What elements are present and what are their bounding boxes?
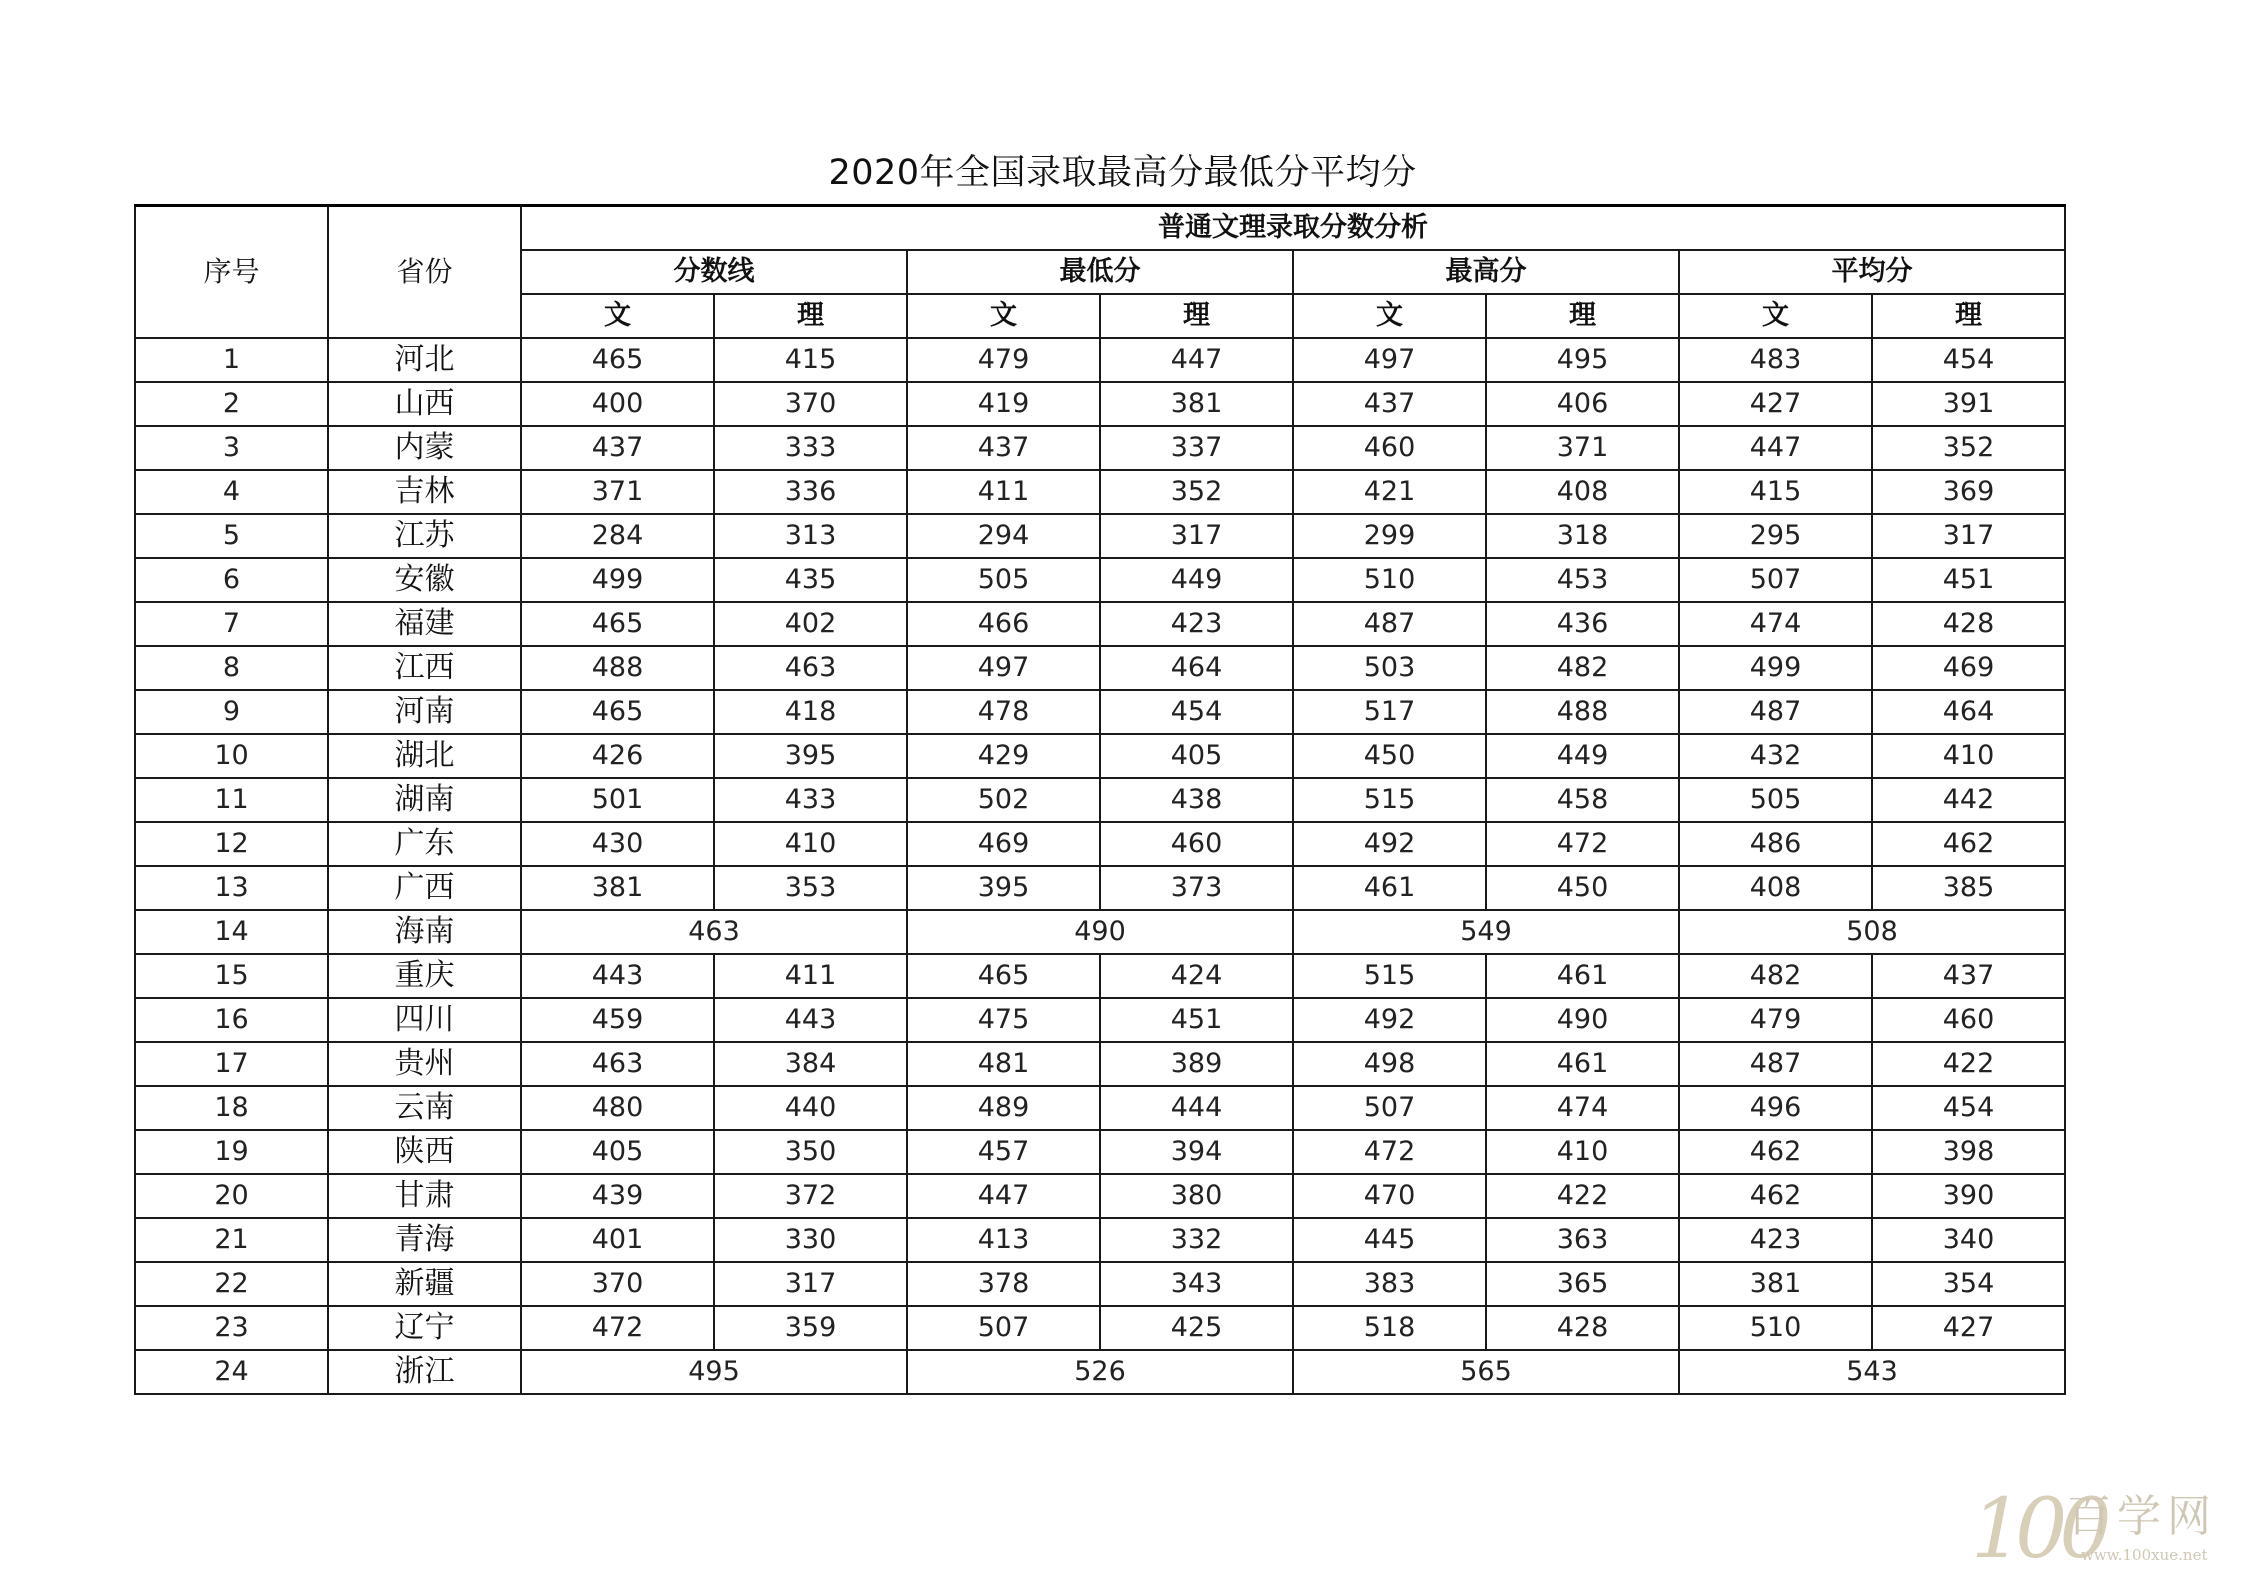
province-cell: 河北	[328, 338, 521, 382]
score-cell: 317	[1872, 514, 2065, 558]
table-row	[135, 426, 2065, 470]
score-cell: 474	[1486, 1086, 1679, 1130]
score-cell: 383	[1293, 1262, 1486, 1306]
province-cell: 青海	[328, 1218, 521, 1262]
header-province: 省份	[328, 206, 521, 339]
province-cell: 海南	[328, 910, 521, 954]
row-index-cell: 5	[135, 514, 328, 558]
table-row	[135, 470, 2065, 514]
score-cell: 411	[714, 954, 907, 998]
score-cell: 426	[521, 734, 714, 778]
header-subject-arts: 文	[521, 294, 714, 338]
score-cell: 475	[907, 998, 1100, 1042]
score-cell: 437	[1872, 954, 2065, 998]
score-cell: 464	[1872, 690, 2065, 734]
score-cell: 415	[1679, 470, 1872, 514]
province-cell: 广东	[328, 822, 521, 866]
score-cell: 497	[907, 646, 1100, 690]
merged-score-cell: 495	[521, 1350, 907, 1394]
score-cell: 337	[1100, 426, 1293, 470]
score-cell: 318	[1486, 514, 1679, 558]
header-subject-arts: 文	[1679, 294, 1872, 338]
table-row	[135, 514, 2065, 558]
score-cell: 454	[1872, 338, 2065, 382]
score-cell: 488	[1486, 690, 1679, 734]
table-row	[135, 734, 2065, 778]
score-cell: 411	[907, 470, 1100, 514]
province-cell: 贵州	[328, 1042, 521, 1086]
score-cell: 479	[907, 338, 1100, 382]
row-index-cell: 23	[135, 1306, 328, 1350]
header-group-avg: 平均分	[1679, 250, 2065, 294]
row-index-cell: 24	[135, 1350, 328, 1394]
score-cell: 447	[1100, 338, 1293, 382]
table-row	[135, 910, 2065, 954]
score-cell: 449	[1486, 734, 1679, 778]
score-cell: 381	[1100, 382, 1293, 426]
score-cell: 313	[714, 514, 907, 558]
score-cell: 497	[1293, 338, 1486, 382]
score-cell: 458	[1486, 778, 1679, 822]
score-cell: 370	[714, 382, 907, 426]
score-cell: 371	[521, 470, 714, 514]
header-subject-science: 理	[1486, 294, 1679, 338]
table-row	[135, 1350, 2065, 1394]
score-table	[134, 204, 2066, 1395]
score-cell: 428	[1486, 1306, 1679, 1350]
score-cell: 440	[714, 1086, 907, 1130]
score-cell: 391	[1872, 382, 2065, 426]
score-cell: 454	[1872, 1086, 2065, 1130]
score-cell: 438	[1100, 778, 1293, 822]
province-cell: 广西	[328, 866, 521, 910]
row-index-cell: 17	[135, 1042, 328, 1086]
score-cell: 487	[1293, 602, 1486, 646]
table-row	[135, 690, 2065, 734]
table-row	[135, 866, 2065, 910]
table-row	[135, 1130, 2065, 1174]
score-cell: 423	[1100, 602, 1293, 646]
score-cell: 359	[714, 1306, 907, 1350]
row-index-cell: 14	[135, 910, 328, 954]
merged-score-cell: 490	[907, 910, 1293, 954]
score-cell: 463	[521, 1042, 714, 1086]
table-row	[135, 1174, 2065, 1218]
score-cell: 437	[521, 426, 714, 470]
row-index-cell: 7	[135, 602, 328, 646]
score-cell: 299	[1293, 514, 1486, 558]
row-index-cell: 9	[135, 690, 328, 734]
header-subject-arts: 文	[907, 294, 1100, 338]
row-index-cell: 3	[135, 426, 328, 470]
score-cell: 427	[1679, 382, 1872, 426]
score-cell: 437	[907, 426, 1100, 470]
score-cell: 336	[714, 470, 907, 514]
row-index-cell: 20	[135, 1174, 328, 1218]
score-cell: 423	[1679, 1218, 1872, 1262]
score-cell: 472	[1293, 1130, 1486, 1174]
score-cell: 343	[1100, 1262, 1293, 1306]
score-cell: 433	[714, 778, 907, 822]
score-cell: 447	[907, 1174, 1100, 1218]
province-cell: 浙江	[328, 1350, 521, 1394]
score-cell: 517	[1293, 690, 1486, 734]
score-cell: 294	[907, 514, 1100, 558]
score-cell: 502	[907, 778, 1100, 822]
row-index-cell: 11	[135, 778, 328, 822]
table-row	[135, 1218, 2065, 1262]
province-cell: 甘肃	[328, 1174, 521, 1218]
score-cell: 284	[521, 514, 714, 558]
merged-score-cell: 565	[1293, 1350, 1679, 1394]
score-cell: 439	[521, 1174, 714, 1218]
table-row	[135, 954, 2065, 998]
score-cell: 354	[1872, 1262, 2065, 1306]
score-cell: 365	[1486, 1262, 1679, 1306]
score-cell: 463	[714, 646, 907, 690]
score-cell: 469	[1872, 646, 2065, 690]
province-cell: 湖北	[328, 734, 521, 778]
score-cell: 474	[1679, 602, 1872, 646]
score-cell: 421	[1293, 470, 1486, 514]
score-cell: 410	[1486, 1130, 1679, 1174]
row-index-cell: 1	[135, 338, 328, 382]
score-cell: 395	[714, 734, 907, 778]
score-cell: 410	[714, 822, 907, 866]
score-cell: 480	[521, 1086, 714, 1130]
table-body	[135, 338, 2065, 1394]
score-cell: 460	[1872, 998, 2065, 1042]
province-cell: 安徽	[328, 558, 521, 602]
score-cell: 424	[1100, 954, 1293, 998]
score-cell: 499	[1679, 646, 1872, 690]
merged-score-cell: 543	[1679, 1350, 2065, 1394]
score-cell: 317	[1100, 514, 1293, 558]
score-cell: 370	[521, 1262, 714, 1306]
score-cell: 405	[521, 1130, 714, 1174]
score-cell: 496	[1679, 1086, 1872, 1130]
score-cell: 430	[521, 822, 714, 866]
score-cell: 350	[714, 1130, 907, 1174]
watermark-url: www.100xue.net	[2081, 1546, 2208, 1564]
table-row	[135, 558, 2065, 602]
score-cell: 445	[1293, 1218, 1486, 1262]
score-cell: 447	[1679, 426, 1872, 470]
table-row	[135, 1262, 2065, 1306]
score-cell: 495	[1486, 338, 1679, 382]
score-cell: 398	[1872, 1130, 2065, 1174]
score-cell: 515	[1293, 954, 1486, 998]
province-cell: 陕西	[328, 1130, 521, 1174]
score-cell: 422	[1486, 1174, 1679, 1218]
score-cell: 453	[1486, 558, 1679, 602]
score-cell: 425	[1100, 1306, 1293, 1350]
row-index-cell: 10	[135, 734, 328, 778]
header-subject-science: 理	[714, 294, 907, 338]
score-cell: 498	[1293, 1042, 1486, 1086]
score-cell: 415	[714, 338, 907, 382]
score-cell: 457	[907, 1130, 1100, 1174]
score-cell: 422	[1872, 1042, 2065, 1086]
score-cell: 462	[1872, 822, 2065, 866]
score-cell: 461	[1486, 1042, 1679, 1086]
score-cell: 507	[907, 1306, 1100, 1350]
score-cell: 461	[1486, 954, 1679, 998]
score-cell: 465	[521, 690, 714, 734]
score-cell: 488	[521, 646, 714, 690]
province-cell: 河南	[328, 690, 521, 734]
score-cell: 443	[714, 998, 907, 1042]
header-subject-science: 理	[1872, 294, 2065, 338]
score-cell: 408	[1486, 470, 1679, 514]
row-index-cell: 4	[135, 470, 328, 514]
score-cell: 489	[907, 1086, 1100, 1130]
header-subject-arts: 文	[1293, 294, 1486, 338]
score-cell: 460	[1293, 426, 1486, 470]
score-cell: 381	[1679, 1262, 1872, 1306]
province-cell: 江西	[328, 646, 521, 690]
score-cell: 410	[1872, 734, 2065, 778]
row-index-cell: 12	[135, 822, 328, 866]
province-cell: 内蒙	[328, 426, 521, 470]
merged-score-cell: 549	[1293, 910, 1679, 954]
score-cell: 479	[1679, 998, 1872, 1042]
header-group-cutoff: 分数线	[521, 250, 907, 294]
score-cell: 352	[1100, 470, 1293, 514]
table-row	[135, 778, 2065, 822]
score-cell: 449	[1100, 558, 1293, 602]
table-row	[135, 602, 2065, 646]
row-index-cell: 8	[135, 646, 328, 690]
score-cell: 510	[1293, 558, 1486, 602]
score-cell: 444	[1100, 1086, 1293, 1130]
score-cell: 492	[1293, 998, 1486, 1042]
header-analysis: 普通文理录取分数分析	[521, 206, 2065, 251]
score-cell: 490	[1486, 998, 1679, 1042]
score-cell: 465	[907, 954, 1100, 998]
merged-score-cell: 463	[521, 910, 907, 954]
score-cell: 295	[1679, 514, 1872, 558]
row-index-cell: 22	[135, 1262, 328, 1306]
score-cell: 478	[907, 690, 1100, 734]
score-cell: 507	[1293, 1086, 1486, 1130]
merged-score-cell: 526	[907, 1350, 1293, 1394]
score-cell: 428	[1872, 602, 2065, 646]
watermark-name: 百学网	[2067, 1491, 2217, 1542]
score-cell: 429	[907, 734, 1100, 778]
score-cell: 469	[907, 822, 1100, 866]
header-index: 序号	[135, 206, 328, 339]
score-cell: 389	[1100, 1042, 1293, 1086]
score-cell: 466	[907, 602, 1100, 646]
score-cell: 372	[714, 1174, 907, 1218]
score-cell: 427	[1872, 1306, 2065, 1350]
score-cell: 486	[1679, 822, 1872, 866]
score-cell: 451	[1100, 998, 1293, 1042]
score-cell: 413	[907, 1218, 1100, 1262]
score-cell: 436	[1486, 602, 1679, 646]
score-cell: 461	[1293, 866, 1486, 910]
row-index-cell: 2	[135, 382, 328, 426]
score-cell: 401	[521, 1218, 714, 1262]
row-index-cell: 13	[135, 866, 328, 910]
score-cell: 483	[1679, 338, 1872, 382]
score-cell: 384	[714, 1042, 907, 1086]
province-cell: 福建	[328, 602, 521, 646]
score-cell: 482	[1679, 954, 1872, 998]
score-cell: 340	[1872, 1218, 2065, 1262]
score-cell: 492	[1293, 822, 1486, 866]
score-cell: 487	[1679, 1042, 1872, 1086]
table-row	[135, 1306, 2065, 1350]
province-cell: 云南	[328, 1086, 521, 1130]
score-cell: 460	[1100, 822, 1293, 866]
score-cell: 465	[521, 602, 714, 646]
score-cell: 450	[1293, 734, 1486, 778]
score-cell: 451	[1872, 558, 2065, 602]
score-cell: 317	[714, 1262, 907, 1306]
score-cell: 408	[1679, 866, 1872, 910]
province-cell: 新疆	[328, 1262, 521, 1306]
row-index-cell: 6	[135, 558, 328, 602]
score-cell: 400	[521, 382, 714, 426]
score-cell: 369	[1872, 470, 2065, 514]
table-row	[135, 822, 2065, 866]
merged-score-cell: 508	[1679, 910, 2065, 954]
score-cell: 518	[1293, 1306, 1486, 1350]
header-subject-science: 理	[1100, 294, 1293, 338]
province-cell: 重庆	[328, 954, 521, 998]
province-cell: 辽宁	[328, 1306, 521, 1350]
score-cell: 499	[521, 558, 714, 602]
score-cell: 472	[1486, 822, 1679, 866]
score-cell: 462	[1679, 1174, 1872, 1218]
score-cell: 465	[521, 338, 714, 382]
score-cell: 371	[1486, 426, 1679, 470]
score-cell: 501	[521, 778, 714, 822]
score-cell: 419	[907, 382, 1100, 426]
score-cell: 459	[521, 998, 714, 1042]
score-cell: 332	[1100, 1218, 1293, 1262]
score-cell: 373	[1100, 866, 1293, 910]
score-cell: 405	[1100, 734, 1293, 778]
score-cell: 505	[907, 558, 1100, 602]
score-cell: 363	[1486, 1218, 1679, 1262]
score-cell: 470	[1293, 1174, 1486, 1218]
score-cell: 487	[1679, 690, 1872, 734]
score-cell: 352	[1872, 426, 2065, 470]
province-cell: 江苏	[328, 514, 521, 558]
score-cell: 462	[1679, 1130, 1872, 1174]
score-cell: 353	[714, 866, 907, 910]
score-cell: 390	[1872, 1174, 2065, 1218]
score-cell: 510	[1679, 1306, 1872, 1350]
score-cell: 464	[1100, 646, 1293, 690]
score-cell: 394	[1100, 1130, 1293, 1174]
score-cell: 472	[521, 1306, 714, 1350]
page-title: 2020年全国录取最高分最低分平均分	[828, 153, 1417, 193]
header-group-max: 最高分	[1293, 250, 1679, 294]
score-cell: 378	[907, 1262, 1100, 1306]
header-group-min: 最低分	[907, 250, 1293, 294]
score-cell: 482	[1486, 646, 1679, 690]
score-cell: 381	[521, 866, 714, 910]
row-index-cell: 18	[135, 1086, 328, 1130]
table-row	[135, 1086, 2065, 1130]
score-cell: 402	[714, 602, 907, 646]
table-row	[135, 382, 2065, 426]
watermark-digits: 100	[1971, 1482, 2104, 1577]
score-cell: 442	[1872, 778, 2065, 822]
score-cell: 385	[1872, 866, 2065, 910]
score-cell: 432	[1679, 734, 1872, 778]
score-cell: 333	[714, 426, 907, 470]
row-index-cell: 21	[135, 1218, 328, 1262]
score-cell: 406	[1486, 382, 1679, 426]
watermark-logo	[1971, 1482, 2231, 1577]
row-index-cell: 15	[135, 954, 328, 998]
score-cell: 450	[1486, 866, 1679, 910]
province-cell: 四川	[328, 998, 521, 1042]
score-cell: 454	[1100, 690, 1293, 734]
table-row	[135, 338, 2065, 382]
province-cell: 湖南	[328, 778, 521, 822]
score-cell: 437	[1293, 382, 1486, 426]
score-cell: 503	[1293, 646, 1486, 690]
table-row	[135, 1042, 2065, 1086]
row-index-cell: 16	[135, 998, 328, 1042]
province-cell: 山西	[328, 382, 521, 426]
score-cell: 443	[521, 954, 714, 998]
score-cell: 435	[714, 558, 907, 602]
score-cell: 330	[714, 1218, 907, 1262]
table-row	[135, 998, 2065, 1042]
row-index-cell: 19	[135, 1130, 328, 1174]
score-cell: 418	[714, 690, 907, 734]
score-cell: 395	[907, 866, 1100, 910]
province-cell: 吉林	[328, 470, 521, 514]
score-cell: 380	[1100, 1174, 1293, 1218]
table-row	[135, 646, 2065, 690]
score-cell: 507	[1679, 558, 1872, 602]
score-cell: 505	[1679, 778, 1872, 822]
score-cell: 481	[907, 1042, 1100, 1086]
score-cell: 515	[1293, 778, 1486, 822]
